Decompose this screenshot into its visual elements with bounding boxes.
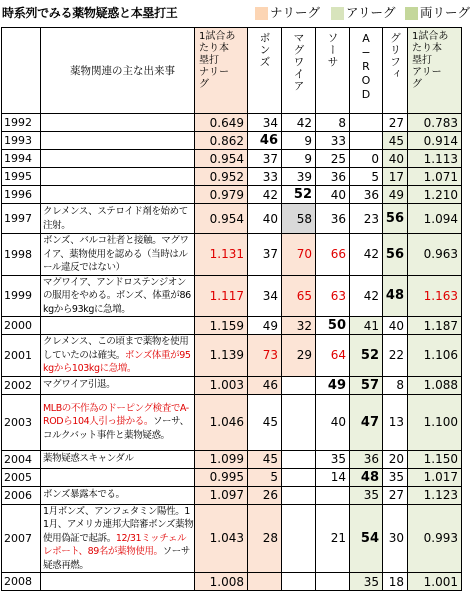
nl-cell: 1.003 [195,376,248,394]
sosa-cell: 36 [316,204,350,234]
sosa-cell: 35 [316,450,350,468]
legend-swatch-nl [255,7,268,20]
year-cell: 1992 [2,114,41,132]
bonds-header: ボンズ [248,28,282,114]
table-row [2,275,462,317]
mcgwire-cell: 32 [282,317,316,335]
table-row [2,573,462,591]
mcgwire-cell: 39 [282,168,316,186]
mcgwire-cell: 58 [282,204,316,234]
bonds-cell: 34 [248,114,282,132]
griffey-cell: 20 [383,450,408,468]
sosa-cell: 33 [316,132,350,150]
table-row [2,150,462,168]
nl-cell: 1.117 [195,275,248,317]
mcgwire-cell [282,468,316,486]
nl-cell: 1.099 [195,450,248,468]
al-cell: 1.113 [408,150,462,168]
nl-rate-line: ナリー [199,67,229,78]
al-cell: 1.123 [408,486,462,504]
arod-cell: 42 [350,234,383,276]
bonds-cell: 40 [248,204,282,234]
arod-cell: 35 [350,573,383,591]
sosa-cell: 8 [316,114,350,132]
nl-rate-header [195,28,248,114]
sosa-cell: 40 [316,186,350,204]
nl-cell: 0.952 [195,168,248,186]
year-cell: 2008 [2,573,41,591]
homerun-table [1,27,462,591]
event-cell [41,186,195,204]
griffey-header: グリフィ [383,28,408,114]
year-cell: 1995 [2,168,41,186]
arod-cell: 0 [350,150,383,168]
mcgwire-cell [282,573,316,591]
griffey-cell: 40 [383,317,408,335]
bonds-cell: 45 [248,450,282,468]
bonds-cell: 73 [248,335,282,377]
header-row [2,28,462,114]
griffey-cell: 22 [383,335,408,377]
bonds-cell: 42 [248,186,282,204]
event-cell [41,573,195,591]
al-cell: 0.993 [408,504,462,573]
griffey-cell: 48 [383,275,408,317]
table-row [2,486,462,504]
bonds-cell: 45 [248,394,282,450]
al-rate-line: アリー [412,67,442,78]
table-row [2,450,462,468]
al-cell: 1.100 [408,394,462,450]
event-cell [41,468,195,486]
griffey-cell: 8 [383,376,408,394]
event-text: ボンズ暴露本でる。 [43,489,125,501]
al-cell: 0.963 [408,234,462,276]
sosa-header: ソーサ [316,28,350,114]
arod-cell: 52 [350,335,383,377]
al-rate-line: グ [412,79,422,90]
mcgwire-cell [282,450,316,468]
griffey-cell: 35 [383,468,408,486]
nl-rate-line: グ [199,79,209,90]
griffey-cell: 40 [383,150,408,168]
bonds-cell [248,573,282,591]
year-cell: 1999 [2,275,41,317]
year-cell: 2000 [2,317,41,335]
event-text: マグワイア引退。 [43,379,116,391]
arod-cell: 23 [350,204,383,234]
al-cell: 1.163 [408,275,462,317]
al-rate-header [408,28,462,114]
year-cell: 1997 [2,204,41,234]
event-text: 12/31ミッチェルレポート、89名が薬物使用。 [43,532,187,557]
event-cell [41,376,195,394]
al-cell: 1.150 [408,450,462,468]
event-cell [41,335,195,377]
event-cell [41,234,195,276]
event-text: マグワイア、アンドロステンジオンの服用をやめる。ボンズ、体重が86kgから93kgに急増。 [43,276,191,315]
legend-label-nl: ナリーグ [270,5,321,20]
griffey-cell: 45 [383,132,408,150]
nl-cell: 1.131 [195,234,248,276]
griffey-cell: 17 [383,168,408,186]
year-cell: 2001 [2,335,41,377]
table-row [2,317,462,335]
event-text: 1月ボンズ、アンフェタミン陽性。11月、アメリカ連邦大陪審ボンズ薬物使用偽証で起訴。 [43,505,194,544]
sosa-cell: 49 [316,376,350,394]
al-cell: 1.094 [408,204,462,234]
table-row [2,234,462,276]
mcgwire-cell: 29 [282,335,316,377]
nl-cell: 0.995 [195,468,248,486]
mcgwire-cell: 9 [282,132,316,150]
arod-cell [350,114,383,132]
griffey-cell: 56 [383,234,408,276]
legend-swatch-al [331,7,344,20]
table-body [2,114,462,591]
bonds-cell: 46 [248,376,282,394]
event-text: 薬物疑惑スキャンダル [43,453,134,465]
year-cell: 2004 [2,450,41,468]
mcgwire-cell: 65 [282,275,316,317]
legend-label-both: 両リーグ [420,5,470,20]
sosa-cell: 64 [316,335,350,377]
sosa-cell: 25 [316,150,350,168]
griffey-cell: 13 [383,394,408,450]
bonds-cell: 28 [248,504,282,573]
mcgwire-cell: 52 [282,186,316,204]
sosa-cell: 66 [316,234,350,276]
bonds-cell: 26 [248,486,282,504]
table-row [2,168,462,186]
al-rate-line: たり本 [412,43,442,54]
table-row [2,394,462,450]
al-rate-line: 塁打 [412,55,432,66]
sosa-cell: 36 [316,168,350,186]
bonds-cell: 33 [248,168,282,186]
event-text: ソーサ、コルクバット事件と薬物疑惑。 [43,416,189,441]
event-cell [41,317,195,335]
bonds-cell: 37 [248,150,282,168]
sosa-cell [316,486,350,504]
year-cell: 2003 [2,394,41,450]
nl-rate-line: 1試合あ [199,31,236,42]
arod-cell: 41 [350,317,383,335]
table-row [2,504,462,573]
al-cell: 1.071 [408,168,462,186]
year-cell: 1998 [2,234,41,276]
arod-cell: 54 [350,504,383,573]
arod-cell [350,132,383,150]
table-row [2,186,462,204]
arod-cell: 36 [350,186,383,204]
sosa-cell: 40 [316,394,350,450]
al-cell: 1.001 [408,573,462,591]
arod-cell: 57 [350,376,383,394]
event-cell [41,204,195,234]
year-cell: 2005 [2,468,41,486]
arod-cell: 5 [350,168,383,186]
mcgwire-cell: 42 [282,114,316,132]
legend-swatch-both [405,7,418,20]
al-cell: 0.914 [408,132,462,150]
event-cell [41,486,195,504]
al-cell: 1.017 [408,468,462,486]
year-cell: 1993 [2,132,41,150]
page-title: 時系列でみる薬物疑惑と本塁打王 [2,6,178,20]
event-cell [41,114,195,132]
bonds-cell: 37 [248,234,282,276]
event-cell [41,504,195,573]
griffey-cell: 49 [383,186,408,204]
event-cell [41,394,195,450]
table-row [2,468,462,486]
arod-cell: 42 [350,275,383,317]
griffey-cell: 18 [383,573,408,591]
event-text: クレメンス、この頃まで薬物を使用していたのは確実。 [43,336,189,361]
table-row [2,132,462,150]
year-cell: 2006 [2,486,41,504]
nl-cell: 0.649 [195,114,248,132]
event-cell [41,275,195,317]
table-row [2,204,462,234]
nl-cell: 1.159 [195,317,248,335]
bonds-cell: 46 [248,132,282,150]
nl-cell: 0.979 [195,186,248,204]
mcgwire-cell [282,376,316,394]
bonds-cell: 5 [248,468,282,486]
griffey-cell: 27 [383,486,408,504]
sosa-cell [316,573,350,591]
nl-cell: 1.139 [195,335,248,377]
arod-cell: 47 [350,394,383,450]
griffey-cell: 56 [383,204,408,234]
nl-cell: 1.043 [195,504,248,573]
bonds-cell: 49 [248,317,282,335]
year-cell: 1996 [2,186,41,204]
mcgwire-cell [282,486,316,504]
arod-cell: 35 [350,486,383,504]
griffey-cell: 27 [383,114,408,132]
arod-cell: 36 [350,450,383,468]
sosa-cell: 21 [316,504,350,573]
event-text: ボンズ、バルコ社者と接触。マグワイア、薬物使用を認める（当時はルール違反ではない） [43,235,189,273]
sosa-cell: 63 [316,275,350,317]
nl-cell: 0.954 [195,204,248,234]
mcgwire-cell [282,394,316,450]
arod-header: A−ROD [350,28,383,114]
nl-cell: 1.046 [195,394,248,450]
al-rate-line: 1試合あ [412,31,449,42]
table-row [2,114,462,132]
nl-cell: 0.954 [195,150,248,168]
event-cell [41,168,195,186]
event-cell [41,132,195,150]
year-cell: 1994 [2,150,41,168]
nl-cell: 1.008 [195,573,248,591]
year-header [2,28,41,114]
event-text: MLBの不作為のドーピング検査でA-RODら104人引っ掛かる。 [43,402,189,428]
al-cell: 1.106 [408,335,462,377]
griffey-cell: 30 [383,504,408,573]
event-text: ボンズ体重が95kgから103kgに急増。 [43,349,191,374]
mcgwire-cell [282,504,316,573]
bonds-cell: 34 [248,275,282,317]
event-cell [41,150,195,168]
events-header: 薬物関連の主な出来事 [41,28,195,114]
nl-rate-line: 塁打 [199,55,219,66]
year-cell: 2007 [2,504,41,573]
legend-label-al: アリーグ [346,5,396,20]
nl-rate-line: たり本 [199,43,229,54]
sosa-cell: 14 [316,468,350,486]
table-row [2,335,462,377]
al-cell: 0.783 [408,114,462,132]
nl-cell: 0.862 [195,132,248,150]
event-cell [41,450,195,468]
al-cell: 1.088 [408,376,462,394]
mcgwire-header: マグワイア [282,28,316,114]
event-text: クレメンス、ステロイド剤を始めて注射。 [43,206,188,231]
sosa-cell: 50 [316,317,350,335]
table-row [2,376,462,394]
mcgwire-cell: 70 [282,234,316,276]
mcgwire-cell: 9 [282,150,316,168]
arod-cell: 48 [350,468,383,486]
al-cell: 1.187 [408,317,462,335]
event-text: ソーサ疑惑再燃。 [43,546,190,571]
nl-cell: 1.097 [195,486,248,504]
al-cell: 1.210 [408,186,462,204]
year-cell: 2002 [2,376,41,394]
